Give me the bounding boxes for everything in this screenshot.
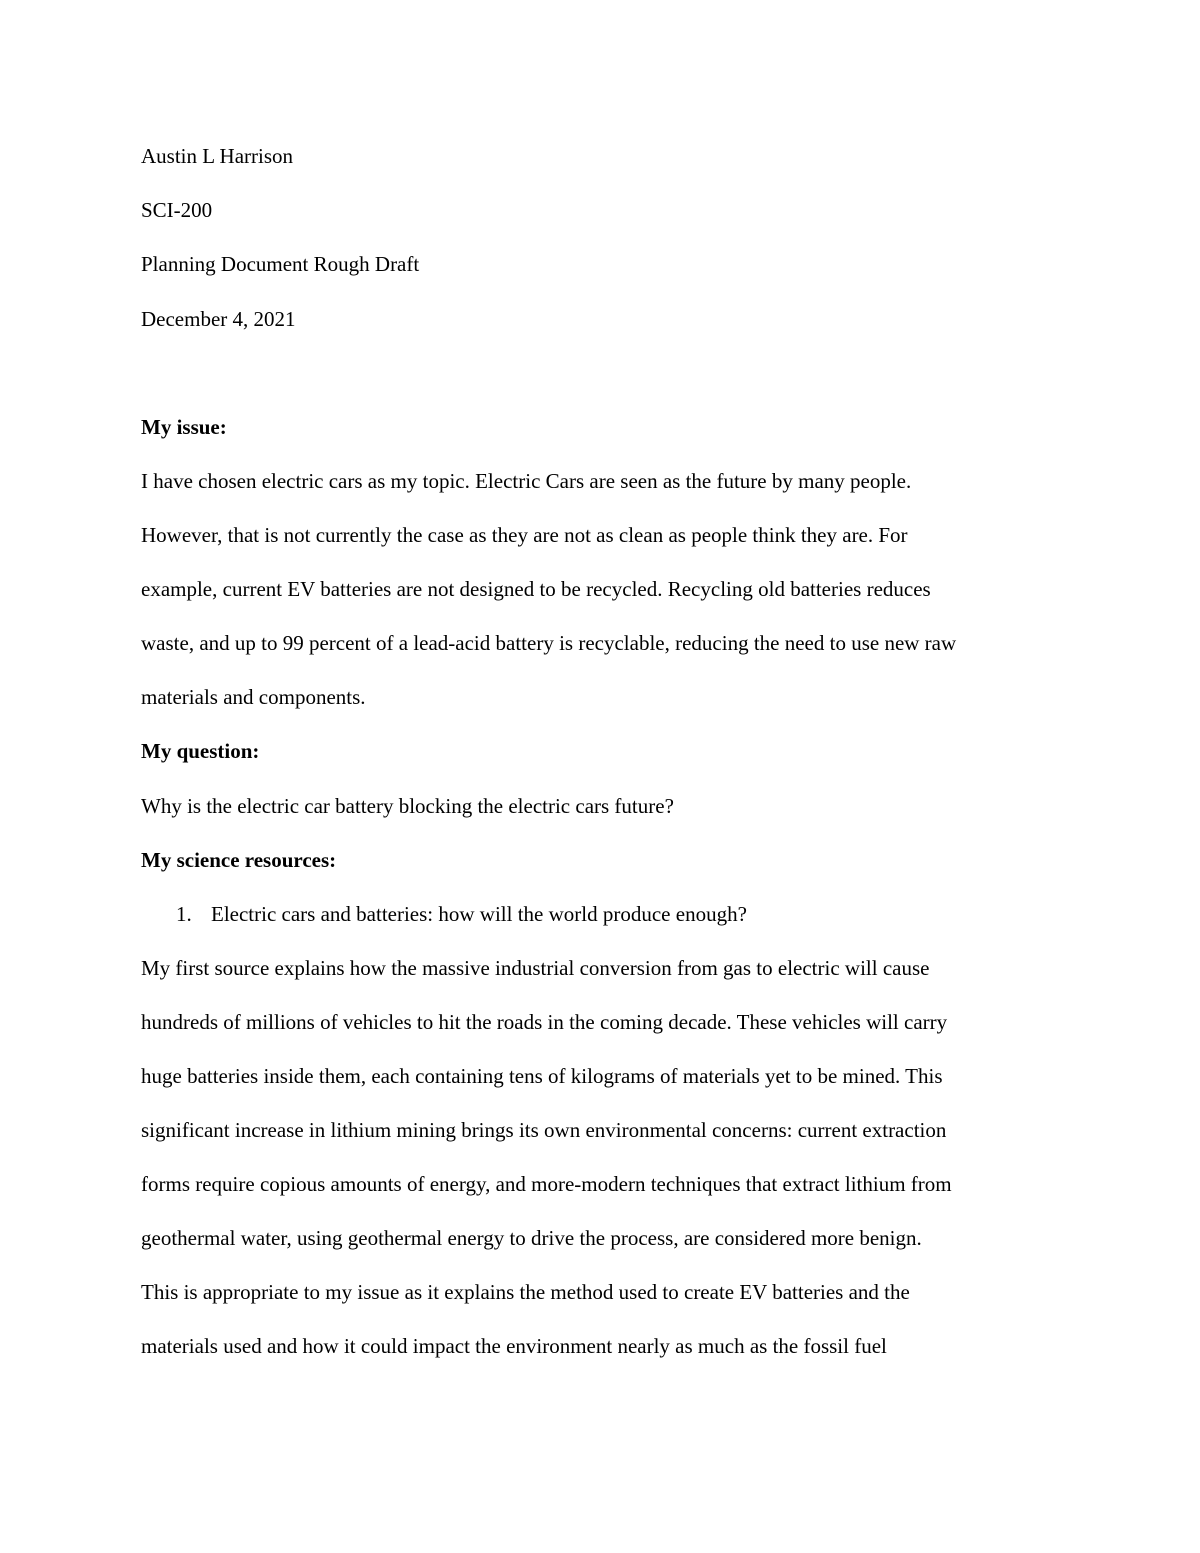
document-title: Planning Document Rough Draft <box>141 252 420 276</box>
issue-line: I have chosen electric cars as my topic. Electric Cars are seen as the future by many people. <box>141 469 912 493</box>
issue-heading: My issue: <box>141 415 227 439</box>
summary-line: forms require copious amounts of energy, and more-modern techniques that extract lithium from <box>141 1172 952 1196</box>
course-code: SCI-200 <box>141 198 213 222</box>
question-heading: My question: <box>141 739 260 763</box>
resources-heading: My science resources: <box>141 848 337 872</box>
issue-line: materials and components. <box>141 685 366 709</box>
summary-line: My first source explains how the massive industrial conversion from gas to electric will cause <box>141 956 930 980</box>
author-name: Austin L Harrison <box>141 144 294 168</box>
issue-line: example, current EV batteries are not designed to be recycled. Recycling old batteries reduces <box>141 577 931 601</box>
list-item-number: 1. <box>176 902 192 926</box>
summary-line: geothermal water, using geothermal energy to drive the process, are considered more benign. <box>141 1226 922 1250</box>
document-date: December 4, 2021 <box>141 307 296 331</box>
summary-line: significant increase in lithium mining brings its own environmental concerns: current extraction <box>141 1118 947 1142</box>
issue-line: waste, and up to 99 percent of a lead-acid battery is recyclable, reducing the need to use new raw <box>141 631 957 655</box>
list-item-title: Electric cars and batteries: how will the world produce enough? <box>211 902 747 926</box>
summary-line: materials used and how it could impact the environment nearly as much as the fossil fuel <box>141 1334 887 1358</box>
summary-line: This is appropriate to my issue as it explains the method used to create EV batteries and the <box>141 1280 910 1304</box>
question-text: Why is the electric car battery blocking the electric cars future? <box>141 794 674 818</box>
summary-line: huge batteries inside them, each containing tens of kilograms of materials yet to be mined. This <box>141 1064 943 1088</box>
issue-line: However, that is not currently the case as they are not as clean as people think they are. For <box>141 523 908 547</box>
summary-line: hundreds of millions of vehicles to hit the roads in the coming decade. These vehicles will carry <box>141 1010 948 1034</box>
